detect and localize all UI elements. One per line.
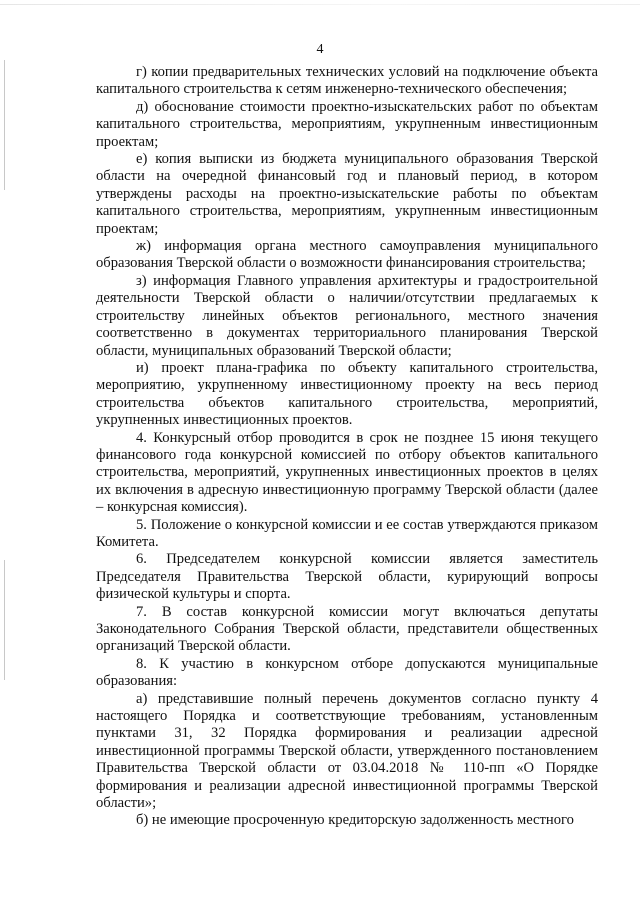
paragraph-item-z: з) информация Главного управления архитектуры и градостроительной деятельности Тверской области о наличии/отсутствии предлагаемых к строительству линейных объектов регионального, местного значения соответственно в документах территориального планирования Тверской области, муниципальных образований Тверской области; bbox=[96, 272, 598, 359]
paragraph-item-g: г) копии предварительных технических условий на подключение объекта капитального строительства к сетям инженерно-технического обеспечения; bbox=[96, 64, 598, 98]
paragraph-item-zh: ж) информация органа местного самоуправления муниципального образования Тверской области о возможности финансирования строительства; bbox=[96, 238, 598, 272]
paragraph-item-b: б) не имеющие просроченную кредиторскую задолженность местного bbox=[136, 812, 574, 829]
paragraph-clause-7: 7. В состав конкурсной комиссии могут включаться депутаты Законодательного Собрания Тверской области, представители общественных организаций Тверской области. bbox=[96, 603, 598, 655]
page-number: 4 bbox=[316, 42, 324, 57]
paragraph-item-d: д) обоснование стоимости проектно-изыскательских работ по объектам капитального строительства, мероприятиям, укрупненным инвестиционным проектам; bbox=[96, 98, 598, 150]
scan-left-edge-mark bbox=[4, 560, 5, 680]
document-body bbox=[96, 64, 598, 830]
paragraph-item-a: а) представившие полный перечень документов согласно пункту 4 настоящего Порядка и соответствующие требованиям, установленным пунктами 31, 32 Порядка формирования и реализации адресной инвестиционной программы Тверской области, утвержденного постановлением Правительства Тверской области от 03.04.2018 № 110-пп «О Порядке формирования и реализации адресной инвестиционной программы Тверской области»; bbox=[96, 690, 598, 812]
scan-left-edge-mark bbox=[4, 60, 5, 190]
paragraph-item-e: е) копия выписки из бюджета муниципального образования Тверской области на очередной финансовый год и плановый период, в котором утверждены расходы на проектно-изыскательские работы по объектам капитального строительства, мероприятиям, укрупненным инвестиционным проектам; bbox=[96, 151, 598, 237]
scan-top-edge bbox=[0, 4, 640, 5]
paragraph-clause-6: 6. Председателем конкурсной комиссии является заместитель Председателя Правительства Тверской области, курирующий вопросы физической культуры и спорта. bbox=[96, 551, 598, 603]
paragraph-item-i: и) проект плана-графика по объекту капитального строительства, мероприятию, укрупненному инвестиционному проекту на весь период строительства объектов капитального строительства, мероприятий, укрупненных инвестиционных проектов. bbox=[96, 359, 598, 429]
paragraph-clause-5: 5. Положение о конкурсной комиссии и ее состав утверждаются приказом Комитета. bbox=[96, 516, 598, 550]
paragraph-clause-8: 8. К участию в конкурсном отборе допускаются муниципальные образования: bbox=[96, 655, 598, 690]
paragraph-clause-4: 4. Конкурсный отбор проводится в срок не позднее 15 июня текущего финансового года конкурсной комиссией по отбору объектов капитального строительства, мероприятий, укрупненных инвестиционных проектов в целях их включения в адресную инвестиционную программу Тверской области (далее – конкурсная комиссия). bbox=[96, 429, 598, 516]
